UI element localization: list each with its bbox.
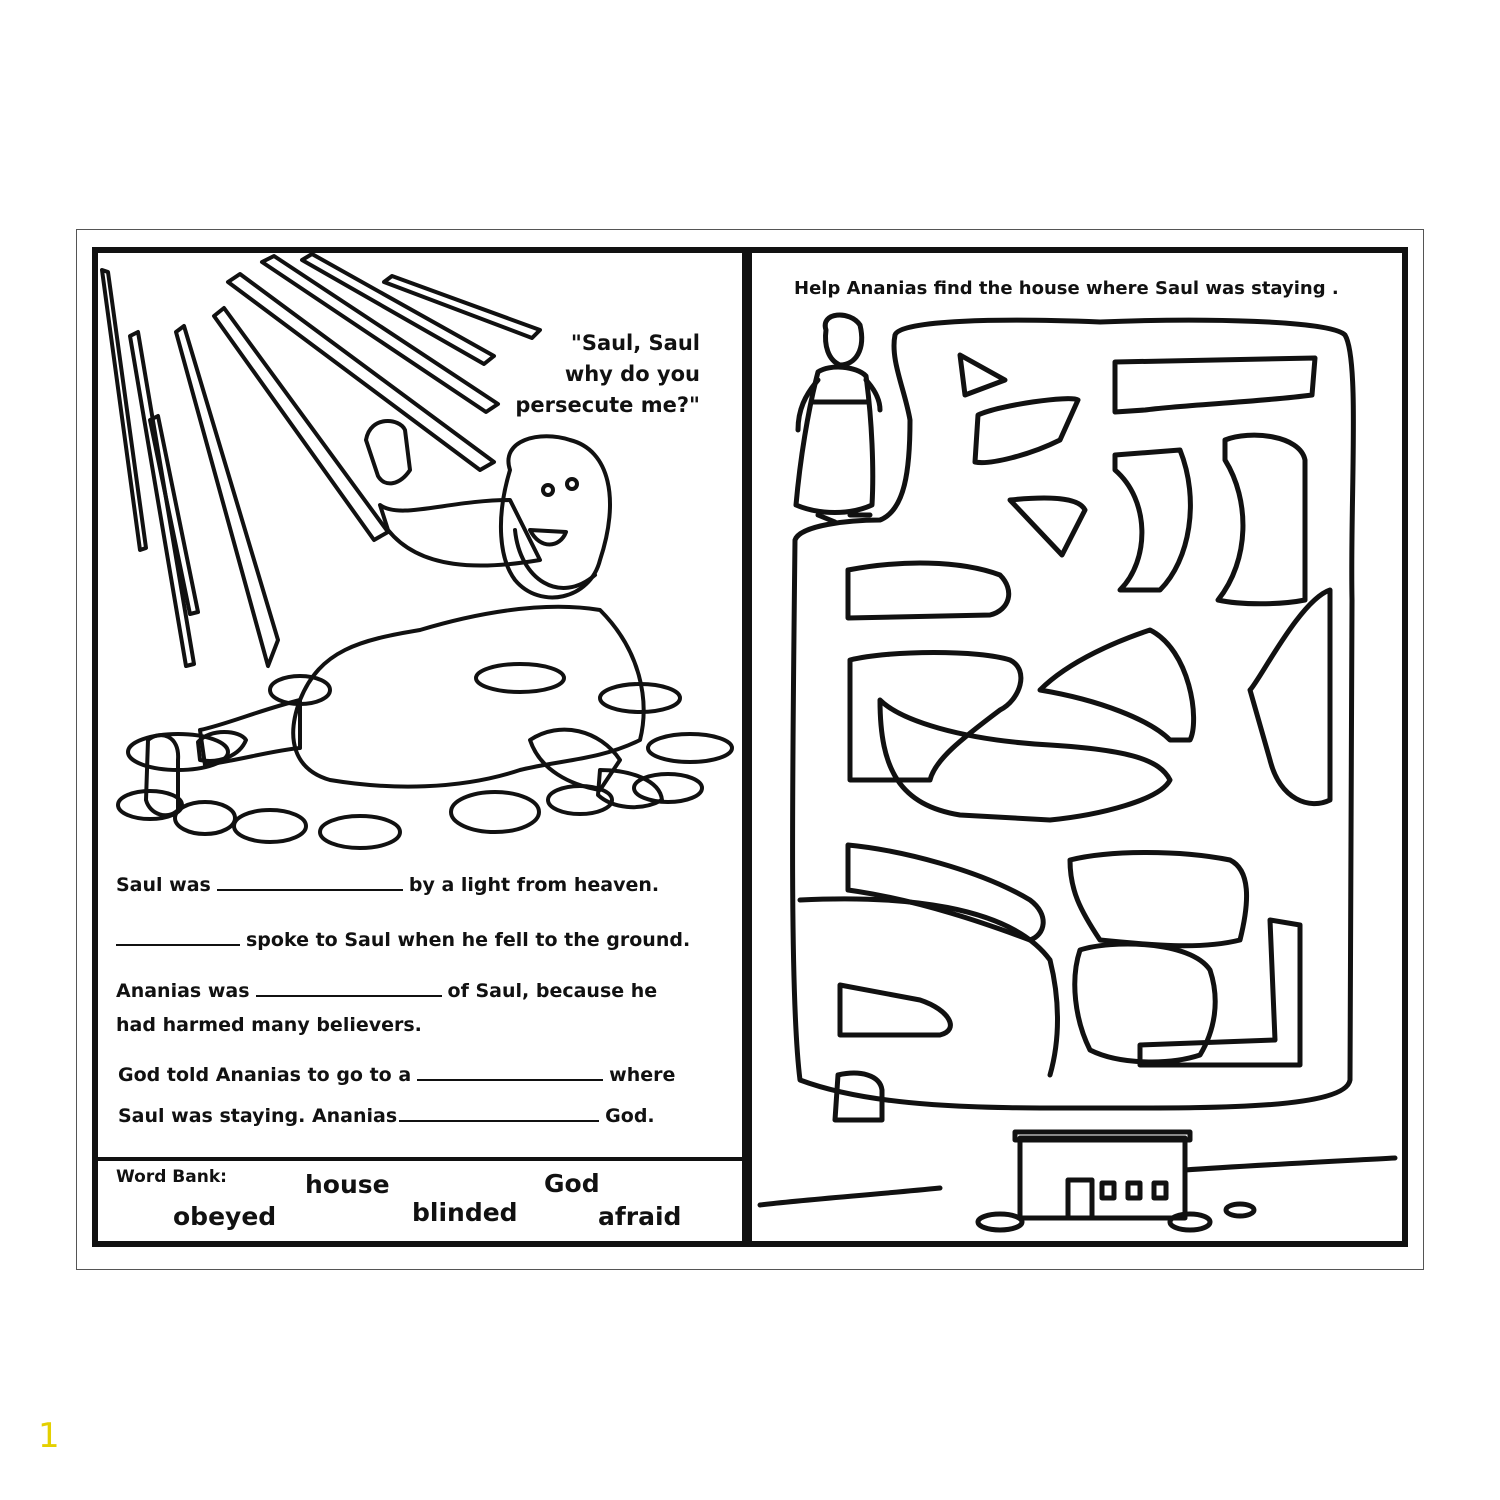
maze-wall [1218,435,1305,604]
house-stone [978,1214,1022,1230]
sentence-text: Saul was [116,874,211,896]
sentence-2 [116,929,690,951]
word-bank-word: house [305,1170,390,1199]
maze-wall [880,700,1170,820]
sentence-4 [118,1064,675,1086]
maze-wall [840,985,950,1035]
maze-wall [848,563,1009,618]
answer-blank[interactable] [217,889,403,891]
sentence-text: Ananias was [116,980,250,1002]
house-stone [1170,1214,1210,1230]
house-window [1102,1183,1114,1198]
house-stone [1226,1204,1254,1216]
sentence-1 [116,874,659,896]
sentence-text: by a light from heaven. [408,874,660,896]
ananias-head [825,315,861,365]
jesus-quote [470,328,700,421]
maze-wall [960,355,1005,395]
maze-wall [850,653,1021,781]
ananias-robe [796,367,873,512]
answer-blank[interactable] [256,995,442,997]
quote-line: persecute me?" [515,393,700,417]
answer-blank[interactable] [417,1079,603,1081]
sentence-5 [118,1105,655,1127]
maze-wall [848,845,1043,940]
sentence-text: spoke to Saul when he fell to the ground. [246,929,691,951]
maze-wall [1070,853,1247,946]
word-bank-label: Word Bank: [116,1167,227,1187]
house-window [1154,1183,1166,1198]
sentence-text: God told Ananias to go to a [118,1064,412,1086]
word-bank-word: obeyed [173,1202,277,1231]
maze-wall [1250,590,1330,804]
word-bank-word: God [544,1169,600,1198]
word-bank-word: blinded [412,1198,518,1227]
house-icon [1020,1138,1185,1218]
maze-wall [1115,450,1190,590]
sentence-text: where [609,1064,676,1086]
sentence-3 [116,980,657,1002]
sentence-text: Saul was staying. Ananias [118,1105,398,1127]
house-window [1128,1183,1140,1198]
sentence-text: God. [605,1105,655,1127]
ground-line [760,1188,940,1205]
answer-blank[interactable] [116,944,240,946]
maze-instruction: Help Ananias find the house where Saul was staying . [794,278,1339,299]
quote-line: why do you [564,362,700,386]
house-door [1068,1180,1092,1218]
maze-wall [1010,498,1085,555]
word-bank-word: afraid [598,1202,682,1231]
quote-line: "Saul, Saul [570,331,700,355]
maze-wall [1115,358,1315,412]
ground-line [1185,1158,1395,1170]
maze-wall [975,399,1078,463]
maze-wall [1040,630,1194,740]
sentence-text: of Saul, because he [447,980,658,1002]
sentence-3-continued: had harmed many believers. [116,1014,422,1036]
answer-blank[interactable] [399,1120,599,1122]
corner-mark: 1 [38,1416,60,1456]
